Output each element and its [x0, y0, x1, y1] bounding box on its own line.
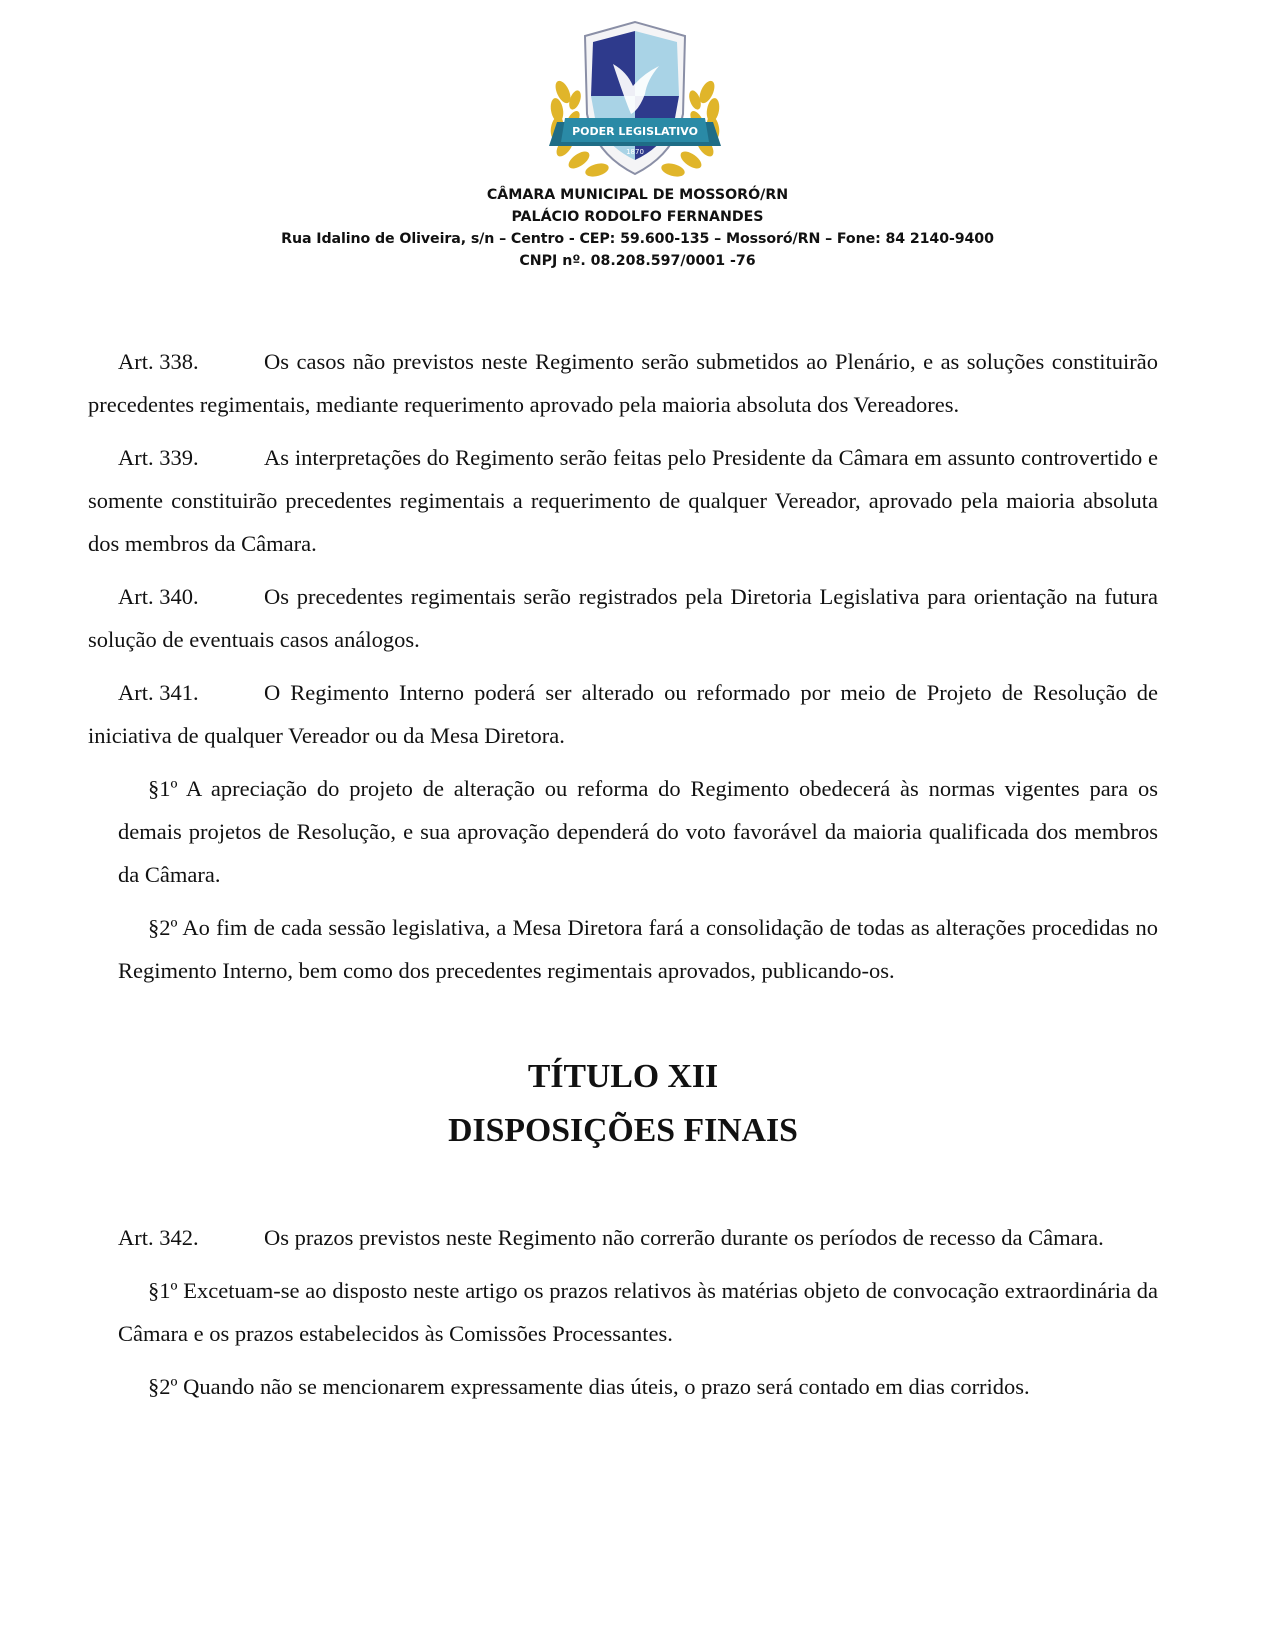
address-line: Rua Idalino de Oliveira, s/n – Centro - CEP: 59.600-135 – Mossoró/RN – Fone: 84 2140-9400	[281, 231, 994, 247]
article-340	[88, 575, 1158, 661]
palace-name: PALÁCIO RODOLFO FERNANDES	[511, 209, 764, 225]
section-subtitle: DISPOSIÇÕES FINAIS	[448, 1112, 798, 1149]
dove-shield-laurel-icon	[535, 14, 735, 184]
article-text: Os precedentes regimentais serão registrados pela Diretoria Legislativa para orientação na futura solução de eventuais casos análogos.	[88, 584, 1158, 652]
article-label: Art. 340.	[118, 584, 199, 609]
spacer	[88, 1158, 1158, 1216]
spacer	[88, 1002, 1158, 1050]
article-text: O Regimento Interno poderá ser alterado ou reformado por meio de Projeto de Resolução de iniciativa de qualquer Vereador ou da Mesa Diretora.	[88, 680, 1158, 748]
article-341-paragraph-2: §2º Ao fim de cada sessão legislativa, a Mesa Diretora fará a consolidação de todas as alterações procedidas no Regimento Interno, bem como dos precedentes regimentais aprovados, publicando-os.	[118, 915, 1158, 983]
letterhead	[0, 184, 1275, 272]
article-339	[88, 436, 1158, 565]
institution-name: CÂMARA MUNICIPAL DE MOSSORÓ/RN	[486, 187, 789, 203]
logo-banner-text: PODER LEGISLATIVO	[572, 125, 698, 138]
article-341-paragraph-1: §1º A apreciação do projeto de alteração ou reforma do Regimento obedecerá às normas vigentes para os demais projetos de Resolução, e sua aprovação dependerá do voto favorável da maioria qualificada dos membros da Câmara.	[118, 776, 1158, 887]
logo-year-text: 1870	[626, 148, 644, 156]
article-label: Art. 339.	[118, 445, 199, 470]
article-342-paragraph-2: §2º Quando não se mencionarem expressamente dias úteis, o prazo será contado em dias corridos.	[148, 1374, 1030, 1399]
article-text: Os prazos previstos neste Regimento não correrão durante os períodos de recesso da Câmara.	[264, 1225, 1104, 1250]
article-label: Art. 342.	[118, 1225, 199, 1250]
article-text: As interpretações do Regimento serão feitas pelo Presidente da Câmara em assunto controvertido e somente constituirão precedentes regimentais a requerimento de qualquer Vereador, aprovado pela maioria absoluta dos membros da Câmara.	[88, 445, 1158, 556]
section-title: TÍTULO XII	[527, 1058, 719, 1095]
article-342-paragraph-1: §1º Excetuam-se ao disposto neste artigo os prazos relativos às matérias objeto de convocação extraordinária da Câmara e os prazos estabelecidos às Comissões Processantes.	[118, 1278, 1158, 1346]
article-341	[88, 671, 1158, 757]
article-label: Art. 341.	[118, 680, 199, 705]
article-label: Art. 338.	[118, 349, 199, 374]
article-text: Os casos não previstos neste Regimento serão submetidos ao Plenário, e as soluções constituirão precedentes regimentais, mediante requerimento aprovado pela maioria absoluta dos Vereadores.	[88, 349, 1158, 417]
cnpj-line: CNPJ nº. 08.208.597/0001 -76	[519, 253, 756, 269]
article-342	[88, 1216, 1158, 1259]
article-338	[88, 340, 1158, 426]
document-body	[88, 340, 1158, 1418]
